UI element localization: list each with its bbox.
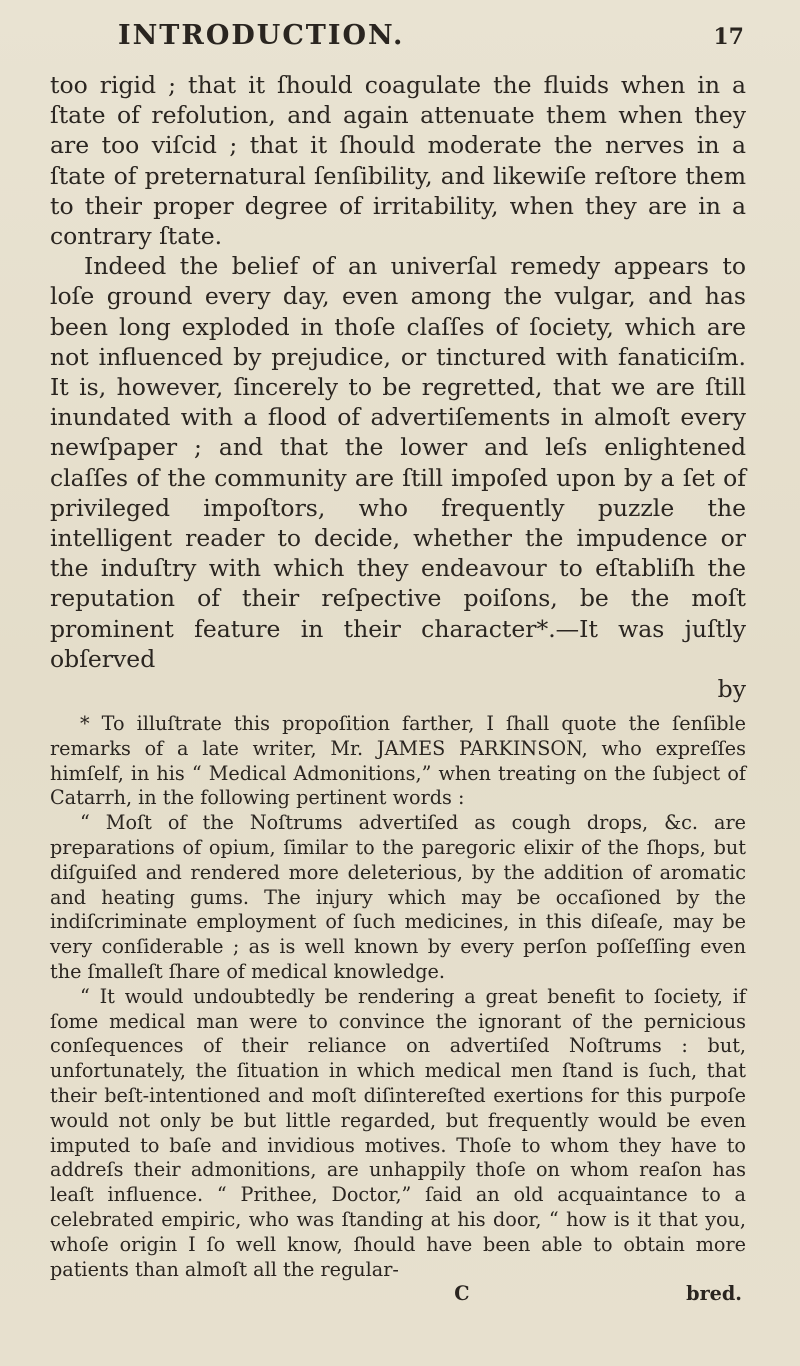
footnote-paragraph: “ Moſt of the Noſtrums advertiſed as cough drops, &c. are preparations of opium, ſimilar to the paregoric elixir of the ſhops, but diſguiſed and rendered more deleterious, by the addition of aromatic and heating gums. The injury which may be occaſioned by the indiſcriminate employment of ſuch medicines, in this diſeaſe, may be very conſiderable ; as is well known by every perſon poſſeſſing even the ſmalleſt ſhare of medical knowledge. bbox=[50, 811, 746, 984]
footnote-paragraph: * To illuſtrate this propoſition farther, I ſhall quote the ſenſible remarks of a late writer, Mr. JAMES PARKINSON, who expreſſes himſelf, in his “ Medical Admonitions,” when treating on the ſubject of Catarrh, in the following pertinent words : bbox=[50, 712, 746, 810]
page-header bbox=[50, 20, 746, 70]
footnote bbox=[50, 712, 746, 1282]
footnote-paragraph: “ It would undoubtedly be rendering a great benefit to ſociety, if ſome medical man were to convince the ignorant of the pernicious conſequences of their reliance on advertiſed Noſtrums : but, unfortunately, the ſituation in which medical men ſtand is ſuch, that their beſt-intentioned and moſt diſintereſted exertions for this purpoſe would not only be but little regarded, but frequently would be even imputed to baſe and invidious motives. Thoſe to whom they have to addreſs their admonitions, are unhappily thoſe on whom reaſon has leaſt influence. “ Prithee, Doctor,” ſaid an old acquaintance to a celebrated empiric, who was ſtanding at his door, “ how is it that you, whoſe origin I ſo well know, ſhould have been able to obtain more patients than almoſt all the regular- bbox=[50, 984, 746, 1281]
catchword: by bbox=[717, 675, 746, 704]
footnote-catchword: bred. bbox=[686, 1282, 742, 1306]
signature-mark: C bbox=[454, 1282, 470, 1306]
page-foot bbox=[50, 1282, 746, 1306]
body-paragraph: too rigid ; that it ſhould coagulate the fluids when in a ſtate of refolution, and again attenuate them when they are too viſcid ; that it ſhould moderate the nerves in a ſtate of preternatural ſenſibility, and likewiſe reſtore them to their proper degree of irritability, when they are in a contrary ſtate. bbox=[50, 71, 746, 251]
page-number: 17 bbox=[713, 24, 744, 50]
body-paragraph: Indeed the belief of an univerſal remedy appears to loſe ground every day, even among the vulgar, and has been long exploded in thoſe claſſes of ſociety, which are not influenced by prejudice, or tinctured with fanaticiſm. It is, however, ſincerely to be regretted, that we are ſtill inundated with a flood of advertiſements in almoſt every newſpaper ; and that the lower and leſs enlightened claſſes of the community are ſtill impoſed upon by a ſet of privileged impoſtors, who frequently puzzle the intelligent reader to decide, whether the impudence or the induſtry with which they endeavour to eſtabliſh the reputation of their reſpective poiſons, be the moſt prominent feature in their character*.—It was juſtly obſerved bbox=[50, 252, 746, 673]
running-head: INTRODUCTION. bbox=[118, 20, 405, 51]
main-text bbox=[50, 70, 746, 674]
